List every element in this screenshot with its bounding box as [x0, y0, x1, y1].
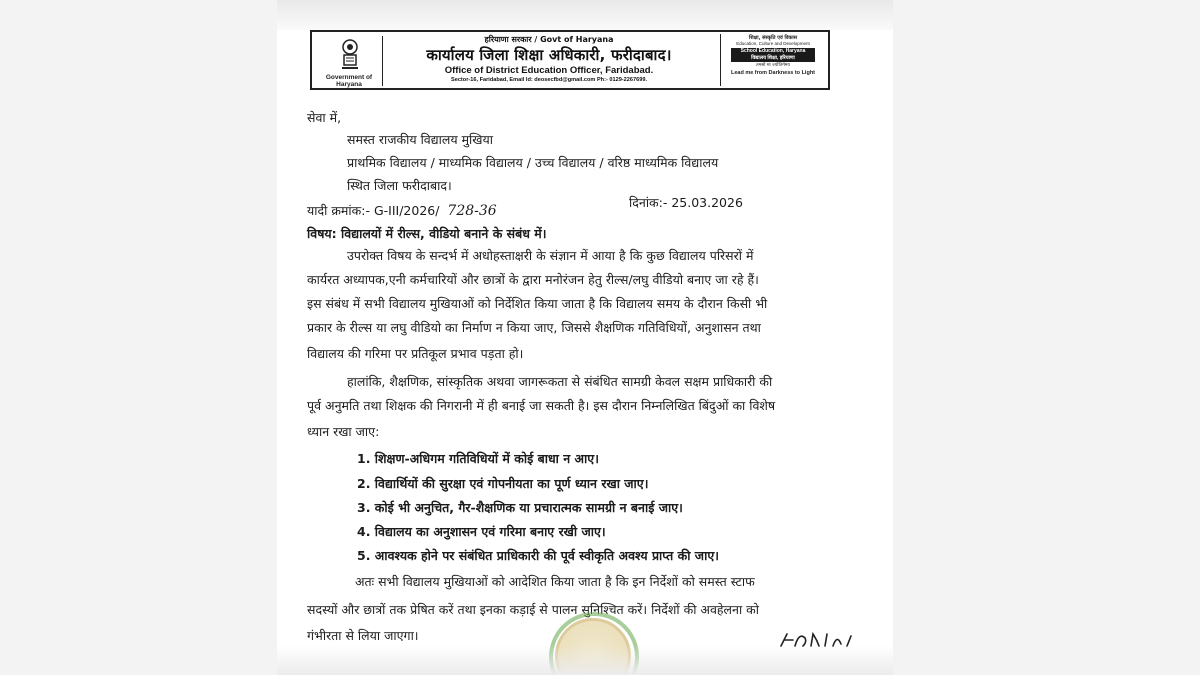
para1-line: कार्यरत अध्यापक,एनी कर्मचारियों और छात्रों के द्वारा मनोरंजन हेतु रील्स/लघु वीडियो बनाए जा रहे हैं। — [307, 272, 759, 287]
memo-handwritten-number: 728-36 — [447, 203, 497, 219]
salutation: सेवा में, — [307, 110, 342, 125]
memo-label: यादी क्रमांक:- G-III/2026/ — [307, 203, 440, 218]
motto-hindi: तमसो मा ज्योतिर्गमय — [755, 63, 791, 68]
para1-line: प्रकार के रील्स या लघु वीडियो का निर्माण न किया जाए, जिससे शैक्षणिक गतिविधियों, अनुशासन तथा — [307, 320, 761, 335]
logo-top-english: Education, Culture and Development — [736, 41, 810, 46]
para2-line: पूर्व अनुमति तथा शिक्षक की निगरानी में ही बनाई जा सकती है। इस दौरान निम्नलिखित बिंदुओं का विशेष — [307, 398, 776, 413]
letter-date: दिनांक:- 25.03.2026 — [629, 195, 743, 210]
para3-line: गंभीरता से लिया जाएगा। — [307, 628, 419, 643]
para1-line: विद्यालय की गरिमा पर प्रतिकूल प्रभाव पड़ता हो। — [307, 346, 524, 361]
badge-line-hindi: विद्यालय शिक्षा, हरियाणा — [751, 55, 795, 61]
guideline-point: 4. विद्यालय का अनुशासन एवं गरिमा बनाए रखी जाए। — [357, 524, 606, 539]
haryana-emblem — [316, 36, 383, 86]
recipient-line-3: स्थित जिला फरीदाबाद। — [347, 178, 452, 193]
para3-line: अतः सभी विद्यालय मुखियाओं को आदेशित किया जाता है कि इन निर्देशों को समस्त स्टाफ — [355, 574, 755, 589]
logo-top-hindi: शिक्षा, संस्कृति एवं विकास — [748, 35, 798, 41]
guideline-point: 5. आवश्यक होने पर संबंधित प्राधिकारी की पूर्व स्वीकृति अवश्य प्राप्त की जाए। — [357, 548, 719, 563]
school-education-logo — [720, 34, 825, 86]
para1-line: उपरोक्त विषय के सन्दर्भ में अधोहस्ताक्षरी के संज्ञान में आया है कि कुछ विद्यालय परिसरों में — [347, 248, 754, 263]
document-page — [277, 0, 893, 675]
para2-line: हालांकि, शैक्षणिक, सांस्कृतिक अथवा जागरूकता से संबंधित सामग्री केवल सक्षम प्राधिकारी की — [347, 374, 773, 389]
office-title-english: Office of District Education Officer, Faridabad. — [444, 65, 654, 76]
letter-subject: विषय: विद्यालयों में रील्स, वीडियो बनाने के संबंध में। — [307, 226, 547, 241]
office-title-hindi: कार्यालय जिला शिक्षा अधिकारी, फरीदाबाद। — [426, 46, 672, 64]
school-education-badge — [731, 48, 815, 62]
recipient-line-1: समस्त राजकीय विद्यालय मुखिया — [347, 132, 493, 147]
para1-line: इस संबंध में सभी विद्यालय मुखियाओं को निर्देशित किया जाता है कि विद्यालय समय के दौरान किसी भी — [307, 296, 768, 311]
para3-line: सदस्यों और छात्रों तक प्रेषित करें तथा इनका कड़ाई से पालन सुनिश्चित करें। निर्देशों की अवहेलना को — [307, 602, 760, 617]
badge-line-english: School Education, Haryana — [740, 48, 806, 54]
guideline-point: 3. कोई भी अनुचित, गैर-शैक्षणिक या प्रचारात्मक सामग्री न बनाई जाए। — [357, 500, 683, 515]
letterhead — [310, 30, 830, 90]
page-bottom-fade — [277, 645, 893, 675]
para2-line: ध्यान रखा जाए: — [307, 424, 380, 439]
office-address: Sector-16, Faridabad, Email Id: deosecfbd@gmail.com Ph:- 0129-2267699. — [450, 77, 648, 83]
recipient-line-2: प्राथमिक विद्यालय / माध्यमिक विद्यालय / उच्च विद्यालय / वरिष्ठ माध्यमिक विद्यालय — [347, 155, 719, 170]
emblem-caption: Government of Haryana — [325, 74, 373, 88]
motto-english: Lead me from Darkness to Light — [730, 70, 816, 76]
memo-number — [307, 203, 497, 219]
guideline-point: 2. विद्यार्थियों की सुरक्षा एवं गोपनीयता का पूर्ण ध्यान रखा जाए। — [357, 476, 649, 491]
haryana-emblem-icon — [338, 38, 362, 72]
guideline-point: 1. शिक्षण-अधिगम गतिविधियों में कोई बाधा न आए। — [357, 451, 599, 466]
page-top-edge — [277, 0, 893, 30]
govt-line: हरियाणा सरकार / Govt of Haryana — [484, 35, 614, 44]
letterhead-title-block — [384, 32, 714, 83]
